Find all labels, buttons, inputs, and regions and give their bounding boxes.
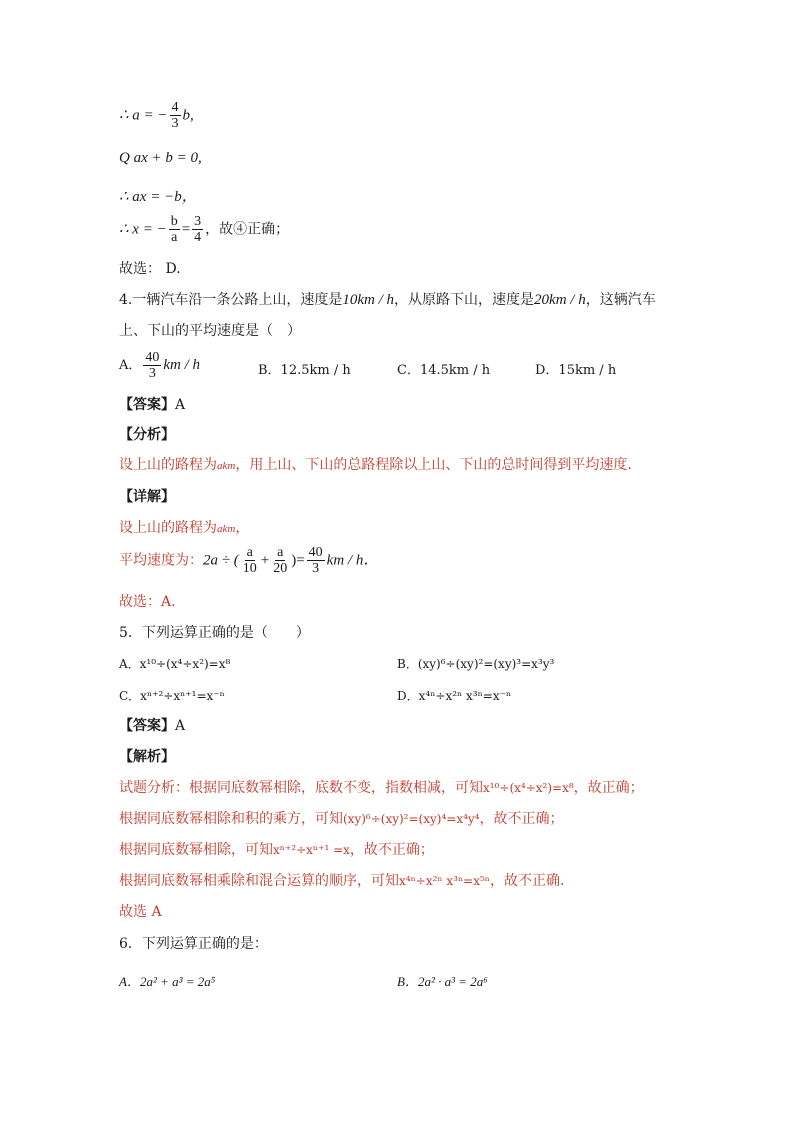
fraction-denominator: 4 [194,230,202,245]
fraction-denominator: a [171,230,178,245]
detail-text-part: 平均速度为： [119,552,203,569]
answer-line [119,396,185,414]
analysis-text [119,456,632,475]
fraction-numerator: a [277,545,284,560]
analysis-line-2 [119,810,564,828]
math-text: b, [182,107,194,124]
answer-line [119,717,185,735]
question-5-stem: 5．下列运算正确的是（ ） [119,625,310,641]
fraction-denominator: 10 [242,561,257,576]
analysis-label: 【分析】 [119,427,175,443]
stem-text: 4.一辆汽车沿一条公路上山，速度是 [119,292,343,308]
analysis-label: 【解析】 [119,749,175,765]
question-6-option-a: A．2a² + a³ = 2a⁵ [119,974,216,989]
answer-value: A [175,718,186,734]
question-5-option-d: D．x⁴ⁿ÷x²ⁿ x³ⁿ=x⁻ⁿ [397,689,512,703]
answer-label: 【答案】 [119,718,175,734]
fraction-denominator: 3 [148,366,156,381]
fraction [170,100,181,131]
fraction [192,214,203,245]
unit-text: km / h [163,357,201,373]
analysis-text-part: 试题分析：根据同底数幂相除，底数不变，指数相减，可知 [119,780,483,796]
math-text: )= [291,552,305,569]
fraction-numerator: 3 [194,214,202,229]
fraction [169,214,180,245]
math-text: ∴ x = − [119,221,167,238]
detail-text-part: 设上山的路程为 [119,520,217,536]
math-expression: x⁴ⁿ÷x²ⁿ x³ⁿ=x⁵ⁿ [399,874,491,888]
analysis-line-1 [119,779,644,797]
fraction-numerator: a [246,545,253,560]
detail-line-2 [119,545,378,576]
analysis-text-part: ，故不正确； [349,842,434,858]
speed-value: 20km / h [534,292,586,308]
analysis-text-part: ，故不正确. [490,873,565,889]
fraction-denominator: 20 [273,561,288,576]
fraction-denominator: 3 [171,116,179,131]
stem-text: ，这辆汽车 [585,292,656,308]
solution-line-c: ∴ ax = −b， [119,189,197,205]
variable-text: akm [217,523,236,535]
fraction-numerator: 40 [145,350,160,365]
question-4-option-d: D．15km / h [535,363,617,378]
fraction-numerator: b [170,214,178,229]
question-5-option-b: B．(xy)⁶÷(xy)²=(xy)³=x³y³ [397,657,555,671]
math-text: ∴ a = − [119,107,168,124]
analysis-text-part: 设上山的路程为 [119,457,217,473]
math-expression: (xy)⁶÷(xy)²=(xy)⁴=x⁴y⁴ [343,812,480,826]
analysis-line-4 [119,872,564,890]
math-expression: x¹⁰÷(x⁴÷x²)=x⁸ [483,781,574,795]
choice-line: 故选 A [119,904,162,920]
question-5-option-c: C．xⁿ⁺²÷xⁿ⁺¹=x⁻ⁿ [119,689,225,703]
unit-text: km / h． [326,552,379,569]
question-5-option-a: A．x¹⁰÷(x⁴÷x²)=x⁸ [119,657,231,671]
analysis-text-part: ，用上山、下山的总路程除以上山、下山的总时间得到平均速度. [235,457,632,473]
math-text: + [260,552,270,569]
math-text: = [181,221,191,238]
question-4-stem-line1 [119,291,656,309]
option-label: A． [119,358,142,373]
solution-line-b: Q ax + b = 0, [119,150,202,166]
fraction [241,545,259,576]
analysis-text-part: ，故不正确； [479,811,564,827]
question-4-option-a [119,350,200,381]
question-6-stem: 6．下列运算正确的是： [119,936,268,952]
detail-text-part: ， [235,520,250,536]
choice-line: 故选：A. [119,594,176,610]
question-4-option-b: B．12.5km / h [258,363,351,378]
fraction-numerator: 40 [308,545,323,560]
question-4-option-c: C．14.5km / h [397,363,491,378]
fraction-numerator: 4 [171,100,179,115]
analysis-text-part: 根据同底数幂相除和积的乘方，可知 [119,811,343,827]
conclusion-text: ，故④正确； [205,221,290,238]
fraction [307,545,325,576]
choice-line: 故选： D. [119,261,181,277]
fraction-denominator: 3 [312,561,320,576]
question-4-stem-line2: 上、下山的平均速度是（ ） [119,323,301,339]
answer-label: 【答案】 [119,397,175,413]
fraction [271,545,289,576]
question-6-option-b: B．2a² · a³ = 2a⁶ [397,974,488,989]
analysis-line-3 [119,841,434,859]
analysis-text-part: 根据同底数幂相除，可知 [119,842,273,858]
detail-line-1 [119,519,249,538]
solution-line-d [119,214,289,245]
stem-text: ，从原路下山，速度是 [394,292,535,308]
fraction [143,350,161,381]
math-expression: xⁿ⁺²÷xⁿ⁺¹ =x [273,843,350,857]
analysis-text-part: 根据同底数幂相乘除和混合运算的顺序，可知 [119,873,399,889]
variable-text: akm [217,460,236,472]
analysis-text-part: ，故正确； [573,780,644,796]
math-text: 2a ÷ ( [203,552,239,569]
solution-line-a [119,100,194,131]
detail-label: 【详解】 [119,489,175,505]
answer-value: A [175,397,186,413]
speed-value: 10km / h [342,292,395,308]
